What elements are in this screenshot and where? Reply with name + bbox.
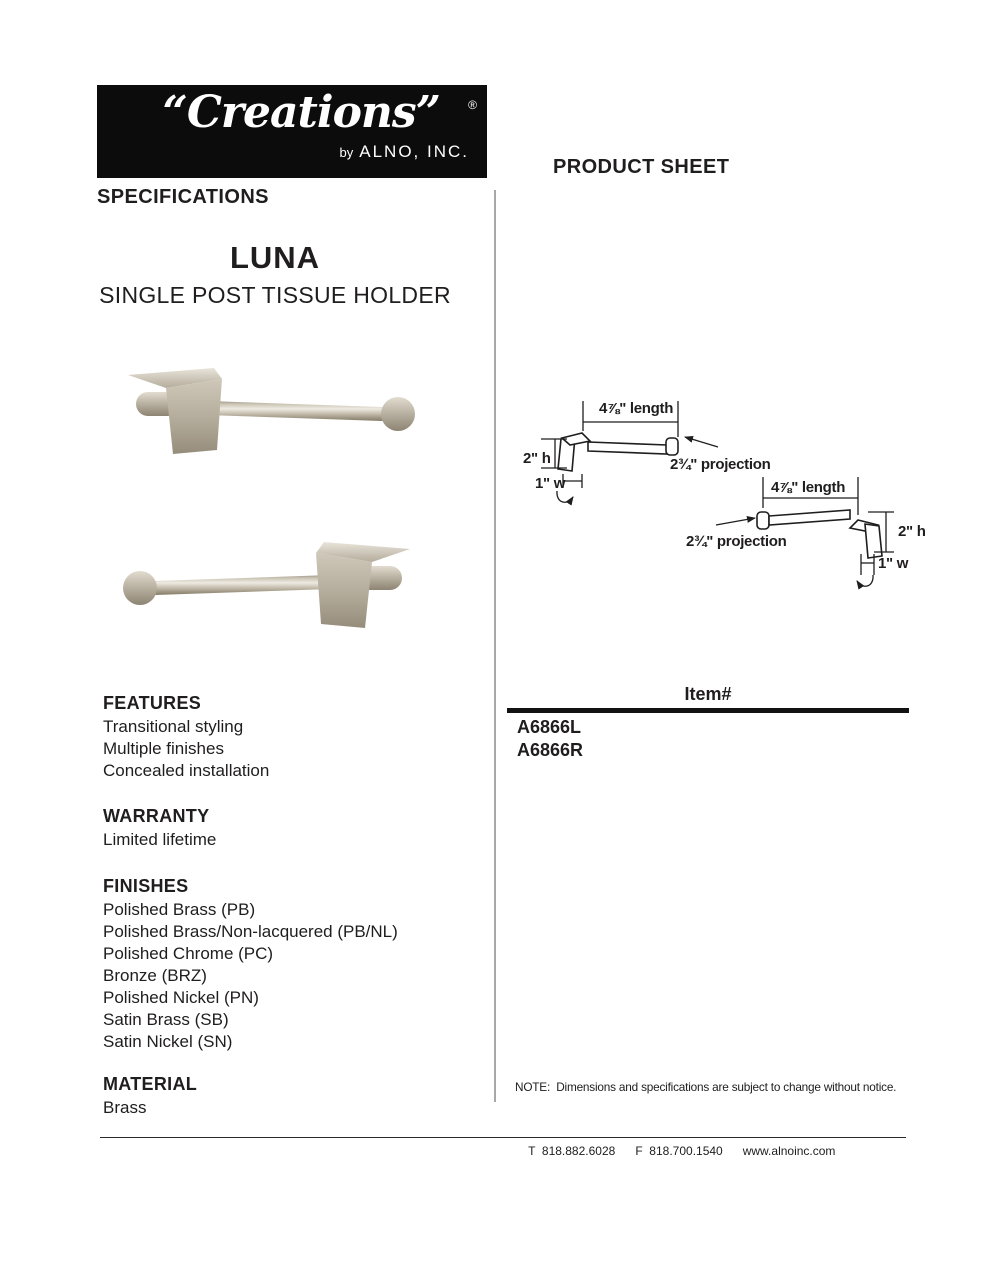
product-name: LUNA: [229, 240, 321, 275]
projection-dimension-label: 2¾" projection: [670, 456, 771, 473]
specifications-heading: SPECIFICATIONS: [97, 186, 269, 208]
warranty-heading: WARRANTY: [103, 806, 210, 826]
product-subtitle: SINGLE POST TISSUE HOLDER: [99, 282, 451, 308]
feature-item: Multiple finishes: [103, 739, 224, 758]
projection-leader: [716, 518, 755, 525]
tissue-holder-right: [123, 542, 410, 628]
product-photo-left-post: [118, 362, 418, 474]
finish-item: Polished Nickel (PN): [103, 988, 259, 1007]
width-dimension-label: 1" w: [878, 555, 909, 572]
footer-website[interactable]: www.alnoinc.com: [742, 1144, 836, 1158]
footer-fax: F 818.700.1540: [635, 1144, 723, 1158]
height-dimension-label: 2" h: [523, 450, 551, 467]
byline-company: ALNO, INC.: [359, 142, 469, 161]
product-photo-right-post: [120, 518, 420, 654]
footer-phone: T 818.882.6028: [528, 1144, 616, 1158]
item-number: A6866L: [517, 717, 582, 737]
features-list: [103, 716, 269, 782]
dimension-diagram-right: [662, 462, 965, 602]
material-item: Brass: [103, 1098, 147, 1117]
disclaimer-note: NOTE: Dimensions and specifications are subject to change without notice.: [515, 1080, 897, 1094]
warranty-list: [103, 829, 216, 851]
tissue-holder-left: [128, 368, 415, 454]
logo-byline: [340, 142, 469, 162]
item-number-list: [517, 716, 583, 762]
projection-leader: [685, 437, 718, 447]
finish-item: Polished Chrome (PC): [103, 944, 274, 963]
material-heading: MATERIAL: [103, 1074, 198, 1094]
finish-item: Bronze (BRZ): [103, 966, 207, 985]
feature-item: Concealed installation: [103, 761, 270, 780]
mount-plate-face: [166, 379, 222, 454]
end-cap: [381, 397, 415, 431]
finishes-heading: FINISHES: [103, 876, 189, 896]
finish-item: Satin Nickel (SN): [103, 1032, 233, 1051]
footer-contact: [515, 1130, 855, 1172]
holder-outline: [558, 433, 678, 471]
item-table-rule: [507, 708, 909, 713]
creations-logo: [97, 85, 487, 178]
finishes-list: [103, 899, 398, 1053]
width-dimension-label: 1" w: [535, 475, 566, 492]
item-number-heading: Item#: [684, 684, 732, 704]
end-cap: [123, 571, 157, 605]
brand-script-text: “Creations”: [162, 87, 440, 138]
byline-by: by: [339, 145, 354, 160]
warranty-item: Limited lifetime: [103, 830, 217, 849]
item-number: A6866R: [517, 740, 584, 760]
material-list: [103, 1097, 146, 1119]
finish-item: Satin Brass (SB): [103, 1010, 229, 1029]
feature-item: Transitional styling: [103, 717, 244, 736]
height-dimension-label: 2" h: [898, 523, 926, 540]
finish-item: Polished Brass (PB): [103, 900, 256, 919]
registered-trademark-icon: ®: [468, 98, 477, 112]
product-sheet-heading: PRODUCT SHEET: [553, 156, 730, 178]
mount-plate-face: [316, 553, 372, 628]
column-divider: [494, 190, 496, 1102]
length-dimension-label: 4⅞" length: [770, 479, 846, 496]
projection-dimension-label: 2¾" projection: [686, 533, 787, 550]
width-dimension-lines: [857, 554, 874, 586]
finish-item: Polished Brass/Non-lacquered (PB/NL): [103, 922, 398, 941]
length-dimension-label: 4⅞" length: [598, 400, 674, 417]
features-heading: FEATURES: [103, 693, 202, 713]
